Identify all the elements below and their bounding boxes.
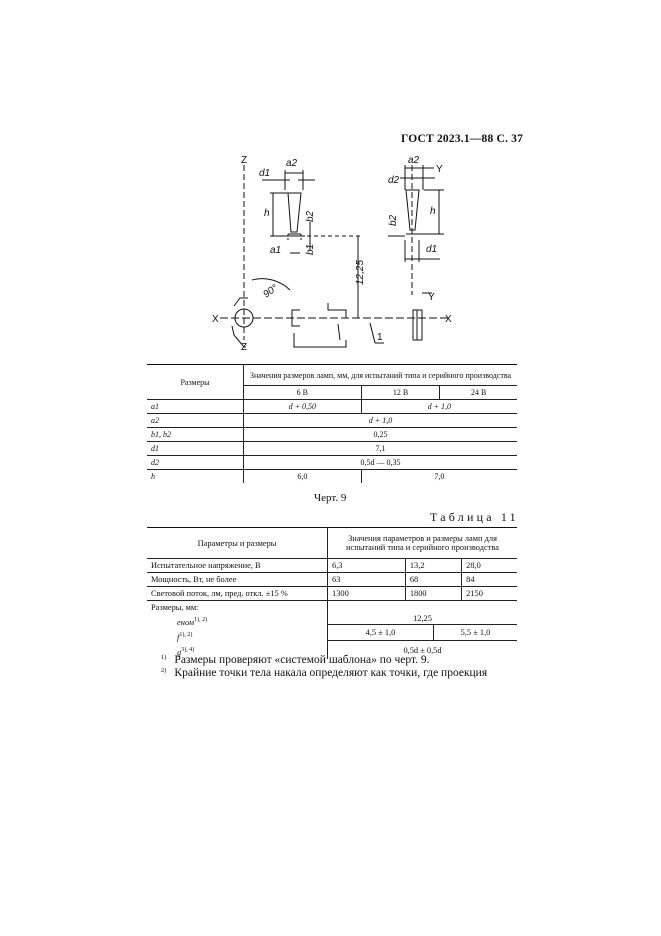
- f-sup: 1), 2): [179, 631, 193, 638]
- g-sup: 3), 4): [181, 646, 195, 653]
- dim-12-25-label: 12,25: [355, 259, 366, 285]
- a2-right-label: a2: [408, 155, 420, 166]
- d1-right-label: d1: [426, 244, 438, 255]
- footnote-2-text: Крайние точки тела накала определяют как точки, где проекция: [174, 667, 488, 679]
- h-left-label: h: [264, 208, 270, 219]
- g-label: g: [177, 647, 182, 657]
- t2-cell: 84: [462, 573, 517, 587]
- t2-cell: 1300: [328, 587, 406, 601]
- g-value: 0,5d ± 0,5d: [328, 641, 518, 660]
- b1-left-label: b1: [305, 243, 316, 255]
- d1-left-label: d1: [259, 168, 271, 179]
- table-row: [147, 414, 517, 428]
- t1-cell: 6,0: [244, 470, 362, 484]
- t2-cell: 1800: [405, 587, 461, 601]
- t1-voltage-24: 24 В: [440, 386, 517, 400]
- f-label: f: [177, 632, 180, 642]
- z-bottom-label: Z: [241, 342, 248, 353]
- t2-cell: 2150: [462, 587, 517, 601]
- footnote-2-mark: 2): [161, 667, 167, 674]
- table-row: [147, 442, 517, 456]
- t2-row-label: Световой поток, лм, пред. откл. ±15 %: [147, 587, 328, 601]
- t1-row-label: a2: [147, 414, 244, 428]
- t1-cell: 7,0: [361, 470, 517, 484]
- table-row: [147, 456, 517, 470]
- t1-cell: 0,25: [244, 428, 518, 442]
- t1-cell: d + 1,0: [244, 414, 518, 428]
- f-value-6: 4,5 ± 1,0: [328, 625, 434, 641]
- table-row: [147, 470, 517, 484]
- t1-cell: d + 1,0: [361, 400, 517, 414]
- footnote-1-text: Размеры проверяют «системой шаблона» по черт. 9.: [174, 654, 430, 666]
- t1-group-header: Значения размеров ламп, мм, для испытаний типа и серийного производства: [244, 365, 518, 386]
- t1-voltage-6: 6 В: [244, 386, 362, 400]
- page-header: ГОСТ 2023.1—88 С. 37: [401, 133, 524, 145]
- figure-caption: Черт. 9: [314, 492, 347, 504]
- table-row: [147, 428, 517, 442]
- t1-row-label: a1: [147, 400, 244, 414]
- e-label: eном: [177, 617, 195, 627]
- dimensions-table: [147, 364, 517, 483]
- t2-cell: 13,2: [405, 559, 461, 573]
- t1-row-label: b1, b2: [147, 428, 244, 442]
- t1-row-label: d1: [147, 442, 244, 456]
- a2-left-label: a2: [286, 158, 298, 169]
- t2-col-header: Параметры и размеры: [147, 528, 328, 559]
- t1-cell: 7,1: [244, 442, 518, 456]
- b2-right-label: b2: [388, 214, 399, 226]
- sizes-label: Размеры, мм:: [151, 603, 199, 612]
- t1-voltage-12: 12 В: [361, 386, 440, 400]
- y-top-label: Y: [436, 164, 443, 175]
- t2-row-label: Испытательное напряжение, В: [147, 559, 328, 573]
- z-top-label: Z: [241, 155, 248, 166]
- d2-right-label: d2: [388, 175, 400, 186]
- t1-cell: d + 0,50: [244, 400, 362, 414]
- table-row: [147, 559, 517, 573]
- t2-cell: 28,0: [462, 559, 517, 573]
- footnote-1: [161, 654, 516, 666]
- x-left-label: X: [212, 314, 219, 325]
- table-row: [147, 601, 517, 625]
- footnote-1-mark: 1): [161, 654, 167, 661]
- t2-row-label: Мощность, Вт, не более: [147, 573, 328, 587]
- technical-drawing: [200, 150, 470, 360]
- t2-cell: 63: [328, 573, 406, 587]
- t2-cell: 68: [405, 573, 461, 587]
- table-label: Таблица 11: [430, 510, 519, 524]
- y-bottom-label: Y: [428, 292, 435, 303]
- table-row: [147, 573, 517, 587]
- a1-left-label: a1: [270, 245, 282, 256]
- e-value: 12,25: [328, 601, 518, 625]
- table-row: [147, 587, 517, 601]
- table-row: [147, 400, 517, 414]
- t1-col-header: Размеры: [147, 365, 244, 400]
- t1-cell: 0,5d — 0,35: [244, 456, 518, 470]
- h-right-label: h: [430, 206, 436, 217]
- e-sup: 1), 2): [194, 617, 208, 623]
- b2-left-label: b2: [305, 210, 316, 222]
- t1-row-label: h: [147, 470, 244, 484]
- angle-label: 90°: [261, 282, 281, 301]
- footnote-2: [161, 667, 516, 679]
- t1-row-label: d2: [147, 456, 244, 470]
- f-value-rest: 5,5 ± 1,0: [433, 625, 517, 641]
- t2-cell: 6,3: [328, 559, 406, 573]
- t2-group-header: Значения параметров и размеры ламп для испытаний типа и серийного производства: [328, 528, 518, 559]
- x-right-label: X: [445, 314, 452, 325]
- callout-1-label: 1: [377, 332, 383, 343]
- parameters-table: [147, 527, 517, 659]
